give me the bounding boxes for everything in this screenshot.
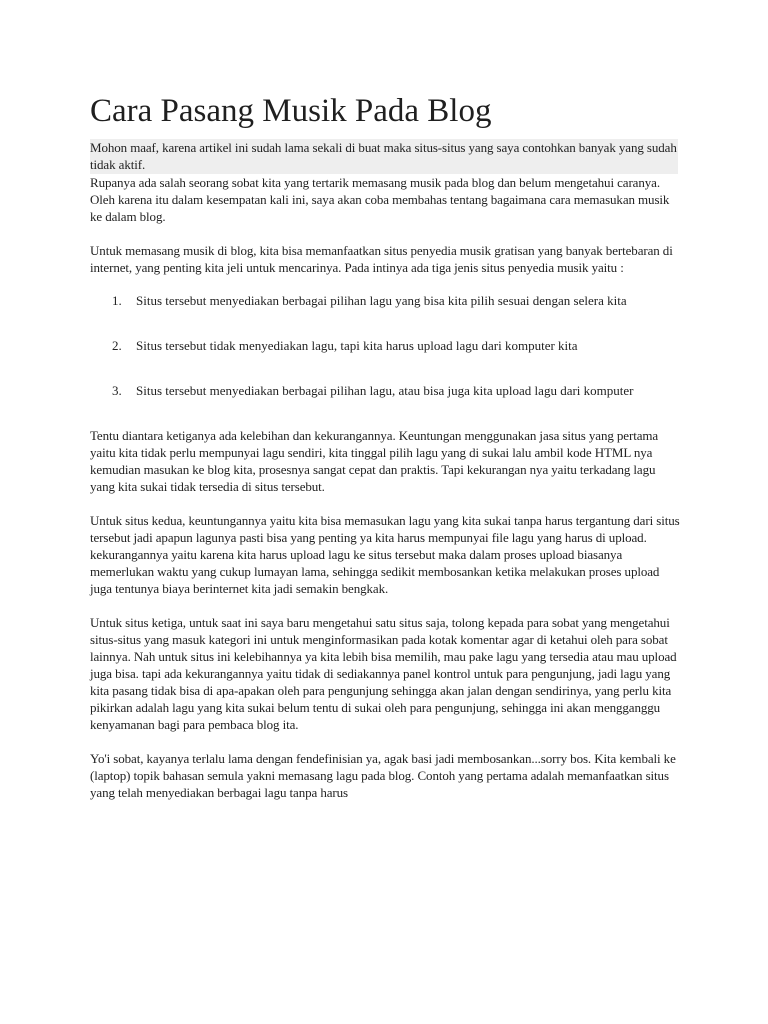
list-item-number: 1. (112, 293, 122, 308)
notice-paragraph: Mohon maaf, karena artikel ini sudah lama sekali di buat maka situs-situs yang saya contohkan banyak yang sudah tidak aktif. (90, 140, 677, 172)
paragraph-closing: Yo'i sobat, kayanya terlalu lama dengan fendefinisian ya, agak basi jadi membosankan...sorry bos. Kita kembali ke (laptop) topik bahasan semula yakni memasang lagu pada blog. Contoh yang pertama adalah memanfaatkan situs yang telah menyediakan berbagai lagu tanpa harus (90, 751, 676, 800)
paragraph-provider-types: Untuk memasang musik di blog, kita bisa memanfaatkan situs penyedia musik gratisan yang banyak bertebaran di internet, yang penting kita jeli untuk mencarinya. Pada intinya ada tiga jenis situs penyedia musik yaitu : (90, 243, 673, 275)
page-title: Cara Pasang Musik Pada Blog (90, 93, 492, 129)
paragraph-advantages: Tentu diantara ketiganya ada kelebihan dan kekurangannya. Keuntungan menggunakan jasa situs yang pertama yaitu kita tidak perlu mempunyai lagu sendiri, kita tinggal pilih lagu yang di sukai lalu ambil kode HTML nya kemudian masukan ke blog kita, prosesnya sangat cepat dan praktis. Tapi kekurangan nya yaitu terkadang lagu yang kita sukai tidak tersedia di situs tersebut. (90, 428, 659, 494)
list-item-text: Situs tersebut menyediakan berbagai pilihan lagu, atau bisa juga kita upload lagu dari komputer (136, 383, 634, 398)
paragraph-third-site: Untuk situs ketiga, untuk saat ini saya baru mengetahui satu situs saja, tolong kepada para sobat yang mengetahui situs-situs yang masuk kategori ini untuk menginformasikan pada kotak komentar agar di ketahui oleh para sobat lainnya. Nah untuk situs ini kelebihannya ya kita lebih bisa memilih, mau pake lagu yang tersedia atau mau upload juga bisa. tapi ada kekurangannya yaitu tidak di sediakannya panel kontrol untuk para pengunjung, jadi lagu yang kita pasang tidak bisa di apa-apakan oleh para pengunjung sehingga akan jalan dengan sendirinya, yang perlu kita pikirkan adalah lagu yang kita sukai belum tentu di sukai oleh para pengunjung, sehingga ini akan mengganggu kenyamanan bagi para pembaca blog ita. (90, 615, 677, 732)
list-item (90, 382, 680, 399)
document-content (90, 92, 680, 801)
provider-types-list (90, 292, 680, 399)
intro-paragraph: Rupanya ada salah seorang sobat kita yang tertarik memasang musik pada blog dan belum mengetahui caranya. Oleh karena itu dalam kesempatan kali ini, saya akan coba membahas tentang bagaimana cara memasukan musik ke dalam blog. (90, 175, 670, 224)
paragraph-second-site: Untuk situs kedua, keuntungannya yaitu kita bisa memasukan lagu yang kita sukai tanpa harus tergantung dari situs tersebut jadi apapun lagunya pasti bisa yang penting ya kita harus mempunyai file lagu yang harus di upload. kekurangannya yaitu karena kita harus upload lagu ke situs tersebut maka dalam proses upload biasanya memerlukan waktu yang cukup lumayan lama, sehingga sedikit membosankan ketika melakukan proses upload juga tentunya biaya berinternet kita jadi semakin bengkak. (90, 513, 680, 596)
list-item (90, 337, 680, 354)
list-item-number: 3. (112, 383, 122, 398)
list-item-text: Situs tersebut menyediakan berbagai pilihan lagu yang bisa kita pilih sesuai dengan selera kita (136, 293, 627, 308)
list-item-number: 2. (112, 338, 122, 353)
list-item-text: Situs tersebut tidak menyediakan lagu, tapi kita harus upload lagu dari komputer kita (136, 338, 578, 353)
list-item (90, 292, 680, 309)
